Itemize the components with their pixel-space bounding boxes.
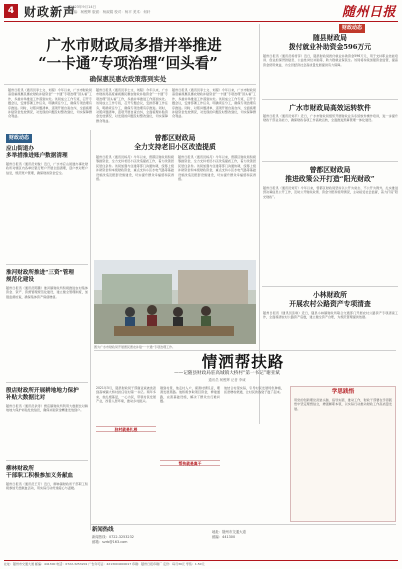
center-headline-2: 全力支持老旧小区改造提质 [134,143,216,151]
lead-body-col2: 随州日报讯（通讯员李士文、刘程）今年以来，广水市财政局高度重视惠民惠农财政补贴资金“一卡通”专项治理“回头看”工作，多措并举推进工作落到实处。该局成立工作专班，召开专题会议，安排部署工作任务，明确责任分工，确保专项治理有序推进。同时，对照问题清单，逐项开展自查自纠，全面梳理补贴资金发放情况，对发现的问题及时整改到位，切实保障群众利益。 [96,88,168,123]
footer-text: 社址：随州市交通大道 邮编：441300 电话：0722-3253201 广告许可证：4213004000017 印刷：随州日报印刷厂 定价：每月30元 零售：1.50元 [4,562,205,566]
left-rule-2 [6,382,88,383]
hotline-line4: 邮编：441300 [212,535,236,539]
right-mid2-body: 随州日报讯（通讯员刘芳）今年以来，曾都区财政局坚持以公开为常态、不公开为例外，扎实推进预决算信息公开工作，及时公开财政政策、资金分配和使用情况，主动接受社会监督，着力打造“阳光财政”。 [263,186,398,199]
lead-body-col1: 随州日报讯（通讯员李士文、刘程）今年以来，广水市财政局高度重视惠民惠农财政补贴资金“一卡通”专项治理“回头看”工作，多措并举推进工作落到实处。该局成立工作专班，召开专题会议，安排部署工作任务，明确责任分工，确保专项治理有序推进。同时，对照问题清单，逐项开展自查自纠，全面梳理补贴资金发放情况，对发现的问题及时整改到位，切实保障群众利益。 [8,88,92,119]
left-story2-headline-2: 规范化建设 [6,277,34,283]
right-mid1-body: 随州日报讯（通讯员刘平）近日，广水市财政局组织开展财政业务系统软件操作培训，进一步提升财政干部业务能力，确保财政各项工作高效运转，全面推进预算管理一体化建设。 [263,114,398,123]
feature-subhead-1: 驻村就是扎根 [96,426,156,432]
newspaper-logo: 随州日报 [341,5,396,20]
left-story4-headline-1: 柳林财政所 [6,466,34,472]
photo-caption: 图为广水市财政局开展惠民惠农补贴“一卡通”专项治理工作。 [94,345,176,349]
footer-rule [4,560,398,561]
center-body-col1: 随州日报讯（通讯员杨丹）今年以来，曾都区财政局积极筹措资金，全力支持老旧小区改造提质工作，着力改善居民居住条件。该局加强与住建等部门沟通协调，统筹上级补助资金和本级财政资金，重点支持小区水电气路等基础设施改造及配套设施建设，切实提升群众幸福感和获得感。 [96,155,174,182]
feature-body-col3: 他结合村里实际，引导村民发展特色种植，拓宽增收渠道，让村民的钱袋子鼓了起来。 [224,386,284,395]
left-story3-body: 随州日报讯（通讯员余涛）殷店镇财政所利用大数据比对耕地地力保护补贴发放信息，确保补贴资金精准发放到户。 [6,404,88,413]
feature-subtitle: ——记随县财政局驻高城镇大桥村“第一书记”谢亚斌 [174,371,280,376]
right-top-headline-2: 拨付就业补助资金596万元 [288,43,372,51]
right-mid3-headline-1: 小林财政所 [313,291,347,299]
left-story3-headline-2: 补贴大数据比对 [6,395,46,401]
right-rule-3 [262,286,398,287]
hotline-line3: 地址：随州市交通大道 [212,530,246,534]
section-title: 财政新声 [24,5,77,19]
left-rule-1 [6,264,88,265]
feature-byline: 通讯员 柯俊辉 记者 李诚 [208,378,246,382]
right-top-headline-1: 随县财政局 [313,34,347,42]
left-rule-3 [6,460,88,461]
right-rule-1 [262,99,398,100]
news-photo [94,260,256,344]
right-top-body: 随州日报讯（通讯员杨雪萍）近日，随县财政局拨付就业补助资金596万元，用于支持职业技能培训、创业担保贷款贴息、公益性岗位补贴等，助力稳就业保民生。该局将持续加强资金监管，提高资金使用效益，为全县经济社会高质量发展提供有力保障。 [263,54,398,67]
hotline-line2: 邮箱：szrb@163.com [92,540,128,544]
right-mid3-headline-2: 开展农村公路资产专项清查 [289,300,371,308]
feature-subhead-2: 帮扶就是真干 [160,460,220,466]
feature-body-col1: 2021年5月，随县财政局干部谢亚斌被选派到高城镇大桥村担任驻村第一书记。两年多来，他扎根基层，一心为民，带领村民发展产业，改善人居环境，推动乡村振兴。 [96,386,156,404]
meta-editors: 责编：柯俊辉 版面：杨淑娟 校对：杨平 美术：何轩 [70,9,151,14]
page-number: 4 [4,4,18,18]
feature-title: 情洒帮扶路 [201,352,285,371]
hotline-title: 新闻热线 [92,527,114,533]
meta-date: 2023年9月14日 [70,5,97,9]
lead-rule [4,84,256,85]
left-story1-headline-2: 多举措推进账户数据清理 [6,153,68,159]
lead-deck: 确保惠民惠农政策落到实处 [89,75,167,83]
hotline-rule [90,524,396,525]
left-tag: 财政动态 [6,134,32,143]
left-story2-headline-1: 淮河财政所推进“三资”管理 [6,270,74,276]
commentary-title: 学思践悟 [331,389,355,395]
left-story1-body: 随州日报讯（通讯员刘俊）近日，广水市应山街道办事处财政所对辖区内各单位银行账户开展全面清理，逐户核对账户信息，规范账户管理，确保财政资金安全。 [6,162,88,175]
left-story2-body: 随州日报讯（通讯员陈鹏）淮河镇财政所积极推进农村集体资金、资产、资源管理规范化建设，建立健全管理制度，加强监督检查，确保集体资产保值增值。 [6,286,88,299]
commentary-body: 用党的创新理论武装头脑、指导实践、推动工作，财政干部要在学思践悟中坚定理想信念，增强履职本领，以实际行动推动财政工作高质量发展。 [294,398,392,411]
lead-headline-line1: 广水市财政局多措并举推进 [46,37,222,54]
right-tag: 财政动态 [339,24,365,33]
lead-body-col3: 随州日报讯（通讯员李士文、刘程）今年以来，广水市财政局高度重视惠民惠农财政补贴资金“一卡通”专项治理“回头看”工作，多措并举推进工作落到实处。该局成立工作专班，召开专题会议，安排部署工作任务，明确责任分工，确保专项治理有序推进。同时，对照问题清单，逐项开展自查自纠，全面梳理补贴资金发放情况，对发现的问题及时整改到位，切实保障群众利益。 [172,88,256,119]
right-rule-2 [262,161,398,162]
masthead-meta [70,5,150,14]
left-column-rule [90,130,91,530]
news-photo-image [94,260,256,344]
center-body-col2: 随州日报讯（通讯员杨丹）今年以来，曾都区财政局积极筹措资金，全力支持老旧小区改造提质工作，着力改善居民居住条件。该局加强与住建等部门沟通协调，统筹上级补助资金和本级财政资金，重点支持小区水电气路等基础设施改造及配套设施建设，切实提升群众幸福感和获得感。 [178,155,256,182]
left-story4-headline-2: 干部职工积极参加义务献血 [6,473,74,479]
feature-body-col2: 刚到村里，他走村入户，摸清村情民意，理清发展思路。他积极争取项目资金，修建道路，完善基础设施，解决了群众出行难问题。 [160,386,220,404]
right-mid1-headline: 广水市财政局高效运转软件 [289,104,371,112]
lead-headline-line2: “一卡通”专项治理“回头看” [38,55,218,72]
masthead-rule [4,21,398,22]
left-story4-body: 随州日报讯（通讯员王芳）近日，柳林镇财政所干部职工积极参加无偿献血活动，用实际行动传递爱心与温暖。 [6,482,88,491]
left-story3-headline-1: 殷店财政所开展耕地地力保护 [6,388,79,394]
center-headline-1: 曾都区财政局 [154,134,196,142]
hotline-line1: 新闻热线：0722-3253232 [92,535,134,539]
right-mid2-headline-2: 推进政策公开打造“阳光财政” [285,175,375,183]
right-mid3-body: 随州日报讯（通讯员张琪）近日，随县小林镇财政所联合交通部门开展农村公路资产专项清查工作，全面摸清农村公路资产底数，建立健全资产台账，为规范管理提供依据。 [263,311,398,320]
right-mid2-headline-1: 曾都区财政局 [309,166,351,174]
left-story1-headline-1: 应山街道办 [6,146,34,152]
